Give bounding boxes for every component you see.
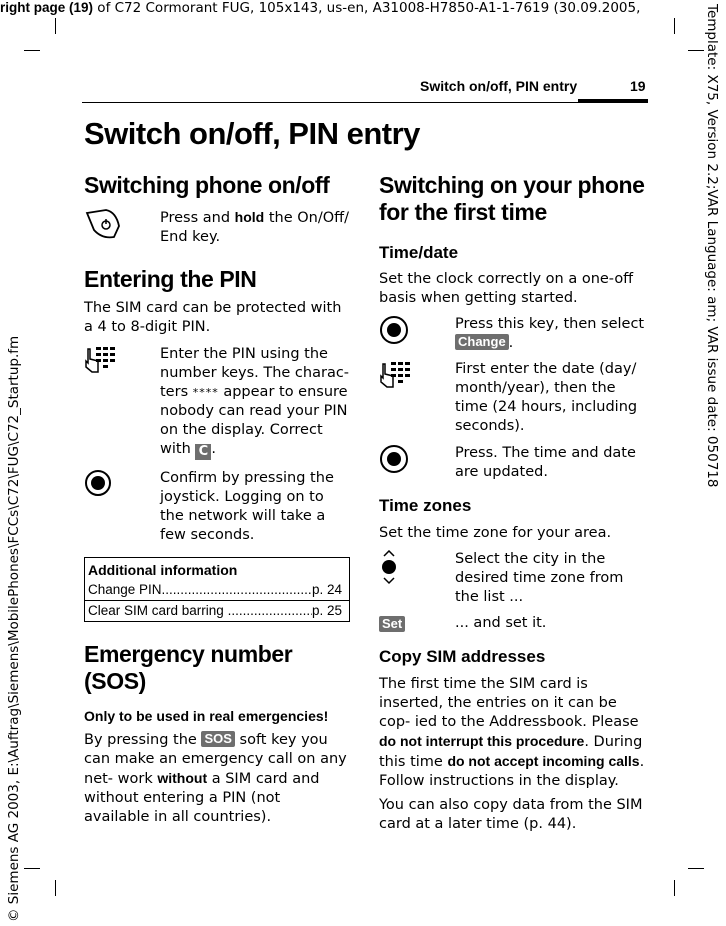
crop-mark xyxy=(24,868,40,869)
change-key: Change xyxy=(455,334,509,350)
sos-warning: Only to be used in real emergencies! xyxy=(84,708,329,724)
section-copy-sim: Copy SIM addresses xyxy=(379,647,546,666)
additional-info-box xyxy=(84,557,350,622)
keypad-icon xyxy=(84,345,160,460)
header-rule xyxy=(82,102,648,103)
clear-key-icon: C xyxy=(195,444,211,460)
crop-mark xyxy=(688,868,704,869)
step-pin-enter-text: Enter the PIN using the number keys. The charac- ters **** appear to ensure nobody can read your PIN on the display. Correct with C . xyxy=(160,346,350,459)
crop-mark xyxy=(24,50,40,51)
step-pin-confirm xyxy=(84,469,350,545)
section-time-zones: Time zones xyxy=(379,496,472,515)
end-key-icon xyxy=(84,208,160,247)
section-time-date: Time/date xyxy=(379,243,459,262)
zones-intro: Set the time zone for your area. xyxy=(379,525,612,541)
crop-mark xyxy=(688,50,704,51)
running-head-rest: of C72 Cormorant FUG, 105x143, us-en, A31008-H7850-A1-1-7619 (30.09.2005, xyxy=(93,0,641,16)
side-footer-left: © Siemens AG 2003, E:\Auftrag\Siemens\MobilePhones\FCCs\C72\FUG\C72_Startup.fm xyxy=(6,335,22,922)
set-key-slot xyxy=(379,614,455,633)
running-head-bold: right page (19) xyxy=(0,0,94,15)
section-switching: Switching phone on/off xyxy=(84,172,330,198)
running-head xyxy=(0,0,726,16)
info-row: Clear SIM card barring ..... p. 25 xyxy=(85,601,349,621)
info-row: Change PIN ..... p. 24 xyxy=(85,580,349,600)
step-time-enter-text: First enter the date (day/ month/year), then the time (24 hours, including seconds). xyxy=(455,361,638,434)
step-time-confirm-text: Press. The time and date are updated. xyxy=(455,445,636,480)
step-time-select xyxy=(379,315,645,353)
right-column xyxy=(379,172,645,834)
step-switch-text: Press and hold the On/Off/ End key. xyxy=(160,209,350,245)
page-title: Switch on/off, PIN entry xyxy=(84,116,420,151)
step-switch xyxy=(84,208,350,247)
crop-mark xyxy=(674,880,675,896)
step-time-select-text: Press this key, then select Change . xyxy=(455,316,645,351)
sos-key: SOS xyxy=(201,731,234,747)
step-zone-select-text: Select the city in the desired time zone from the list ... xyxy=(455,551,624,605)
section-sos: Emergency number (SOS) xyxy=(84,641,293,694)
step-pin-confirm-text: Confirm by pressing the joystick. Logging on to the network will take a few seconds. xyxy=(160,470,334,543)
joystick-updown-icon xyxy=(379,550,455,607)
step-time-confirm xyxy=(379,444,645,482)
keypad-icon xyxy=(379,360,455,436)
header-title: Switch on/off, PIN entry xyxy=(420,78,578,94)
joystick-icon xyxy=(379,315,455,353)
time-intro: Set the clock correctly on a one-off basis when getting started. xyxy=(379,271,634,306)
crop-mark xyxy=(674,18,675,34)
header-page-number: 19 xyxy=(630,78,646,94)
joystick-icon xyxy=(379,444,455,482)
copy-later: You can also copy data from the SIM card at a later time (p. 44). xyxy=(379,797,643,832)
step-zone-set xyxy=(379,614,645,633)
copy-text: The first time the SIM card is inserted, the entries on it can be cop- ied to the Addressbook. Please do not interrupt this procedure. During this time do not accept incoming calls. Follow instructions in the display. xyxy=(379,676,645,789)
step-zone-select xyxy=(379,550,645,607)
step-zone-set-text: ... and set it. xyxy=(455,615,547,631)
crop-mark xyxy=(55,880,56,896)
info-title: Additional information xyxy=(88,562,238,578)
pin-intro: The SIM card can be protected with a 4 to 8-digit PIN. xyxy=(84,300,342,335)
section-first-time: Switching on your phone for the first time xyxy=(379,172,645,225)
joystick-icon xyxy=(84,469,160,545)
set-key: Set xyxy=(379,616,405,632)
step-pin-enter xyxy=(84,345,350,460)
sos-text: By pressing the SOS soft key you can make an emergency call on any net- work without a SIM card and without entering a PIN (not available in all countries). xyxy=(84,731,347,825)
side-footer-right: Template: X75, Version 2.2;VAR Language: am; VAR issue date: 050718 xyxy=(704,4,720,488)
left-column xyxy=(84,172,350,827)
step-time-enter xyxy=(379,360,645,436)
crop-mark xyxy=(55,18,56,34)
section-pin: Entering the PIN xyxy=(84,266,257,292)
header-page-rule xyxy=(578,99,648,102)
